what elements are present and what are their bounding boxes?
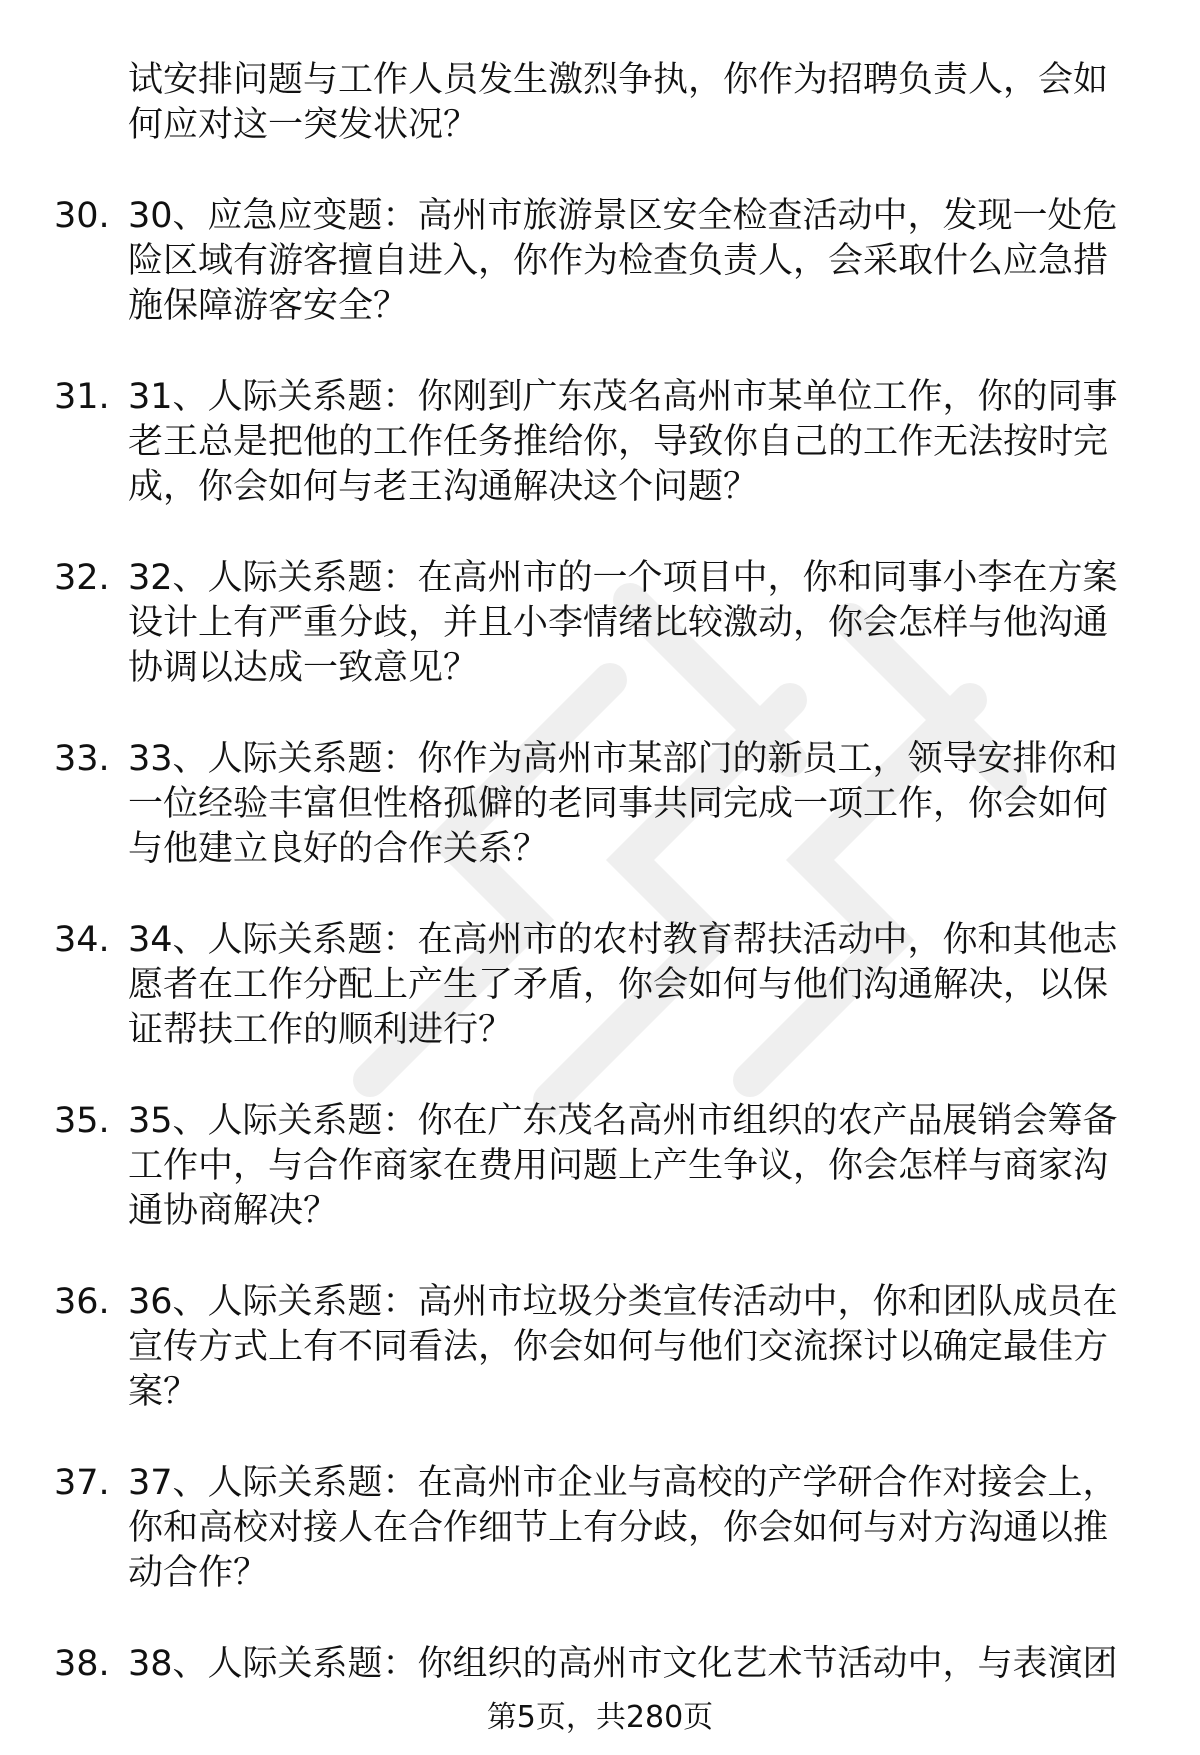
- question-text: 33、人际关系题：你作为高州市某部门的新员工，领导安排你和一位经验丰富但性格孤僻的老同事共同完成一项工作，你会如何与他建立良好的合作关系？: [128, 739, 1118, 869]
- question-text: 38、人际关系题：你组织的高州市文化艺术节活动中，与表演团: [128, 1644, 1118, 1684]
- question-number: 33.: [54, 739, 110, 779]
- question-text: 35、人际关系题：你在广东茂名高州市组织的农产品展销会筹备工作中，与合作商家在费用问题上产生争议，你会怎样与商家沟通协商解决？: [128, 1101, 1118, 1231]
- list-item: [0, 1642, 1200, 1687]
- question-text: 34、人际关系题：在高州市的农村教育帮扶活动中，你和其他志愿者在工作分配上产生了矛盾，你会如何与他们沟通解决，以保证帮扶工作的顺利进行？: [128, 920, 1118, 1050]
- continued-question-text: 试安排问题与工作人员发生激烈争执，你作为招聘负责人，会如何应对这一突发状况？: [128, 60, 1109, 145]
- question-number: 35.: [54, 1101, 110, 1141]
- list-item: [0, 375, 1200, 510]
- question-number: 34.: [54, 920, 110, 960]
- question-text: 30、应急应变题：高州市旅游景区安全检查活动中，发现一处危险区域有游客擅自进入，你作为检查负责人，会采取什么应急措施保障游客安全？: [128, 196, 1118, 326]
- page-number-footer: 第5页，共280页: [486, 1700, 714, 1735]
- list-item: [0, 1280, 1200, 1415]
- question-text: 36、人际关系题：高州市垃圾分类宣传活动中，你和团队成员在宣传方式上有不同看法，你会如何与他们交流探讨以确定最佳方案？: [128, 1282, 1118, 1412]
- question-list: [0, 58, 1200, 1733]
- question-number: 38.: [54, 1644, 110, 1684]
- list-item: [0, 918, 1200, 1053]
- list-item: [0, 1461, 1200, 1596]
- question-text: 37、人际关系题：在高州市企业与高校的产学研合作对接会上，你和高校对接人在合作细节上有分歧，你会如何与对方沟通以推动合作？: [128, 1463, 1118, 1593]
- list-item: [0, 556, 1200, 691]
- question-number: 30.: [54, 196, 110, 236]
- list-item: [0, 194, 1200, 329]
- question-number: 36.: [54, 1282, 110, 1322]
- list-item: [0, 737, 1200, 872]
- list-item: [0, 1099, 1200, 1234]
- question-text: 32、人际关系题：在高州市的一个项目中，你和同事小李在方案设计上有严重分歧，并且小李情绪比较激动，你会怎样与他沟通协调以达成一致意见？: [128, 558, 1118, 688]
- question-text: 31、人际关系题：你刚到广东茂名高州市某单位工作，你的同事老王总是把他的工作任务推给你，导致你自己的工作无法按时完成，你会如何与老王沟通解决这个问题？: [128, 377, 1118, 507]
- question-number: 32.: [54, 558, 110, 598]
- question-number: 31.: [54, 377, 110, 417]
- question-number: 37.: [54, 1463, 110, 1503]
